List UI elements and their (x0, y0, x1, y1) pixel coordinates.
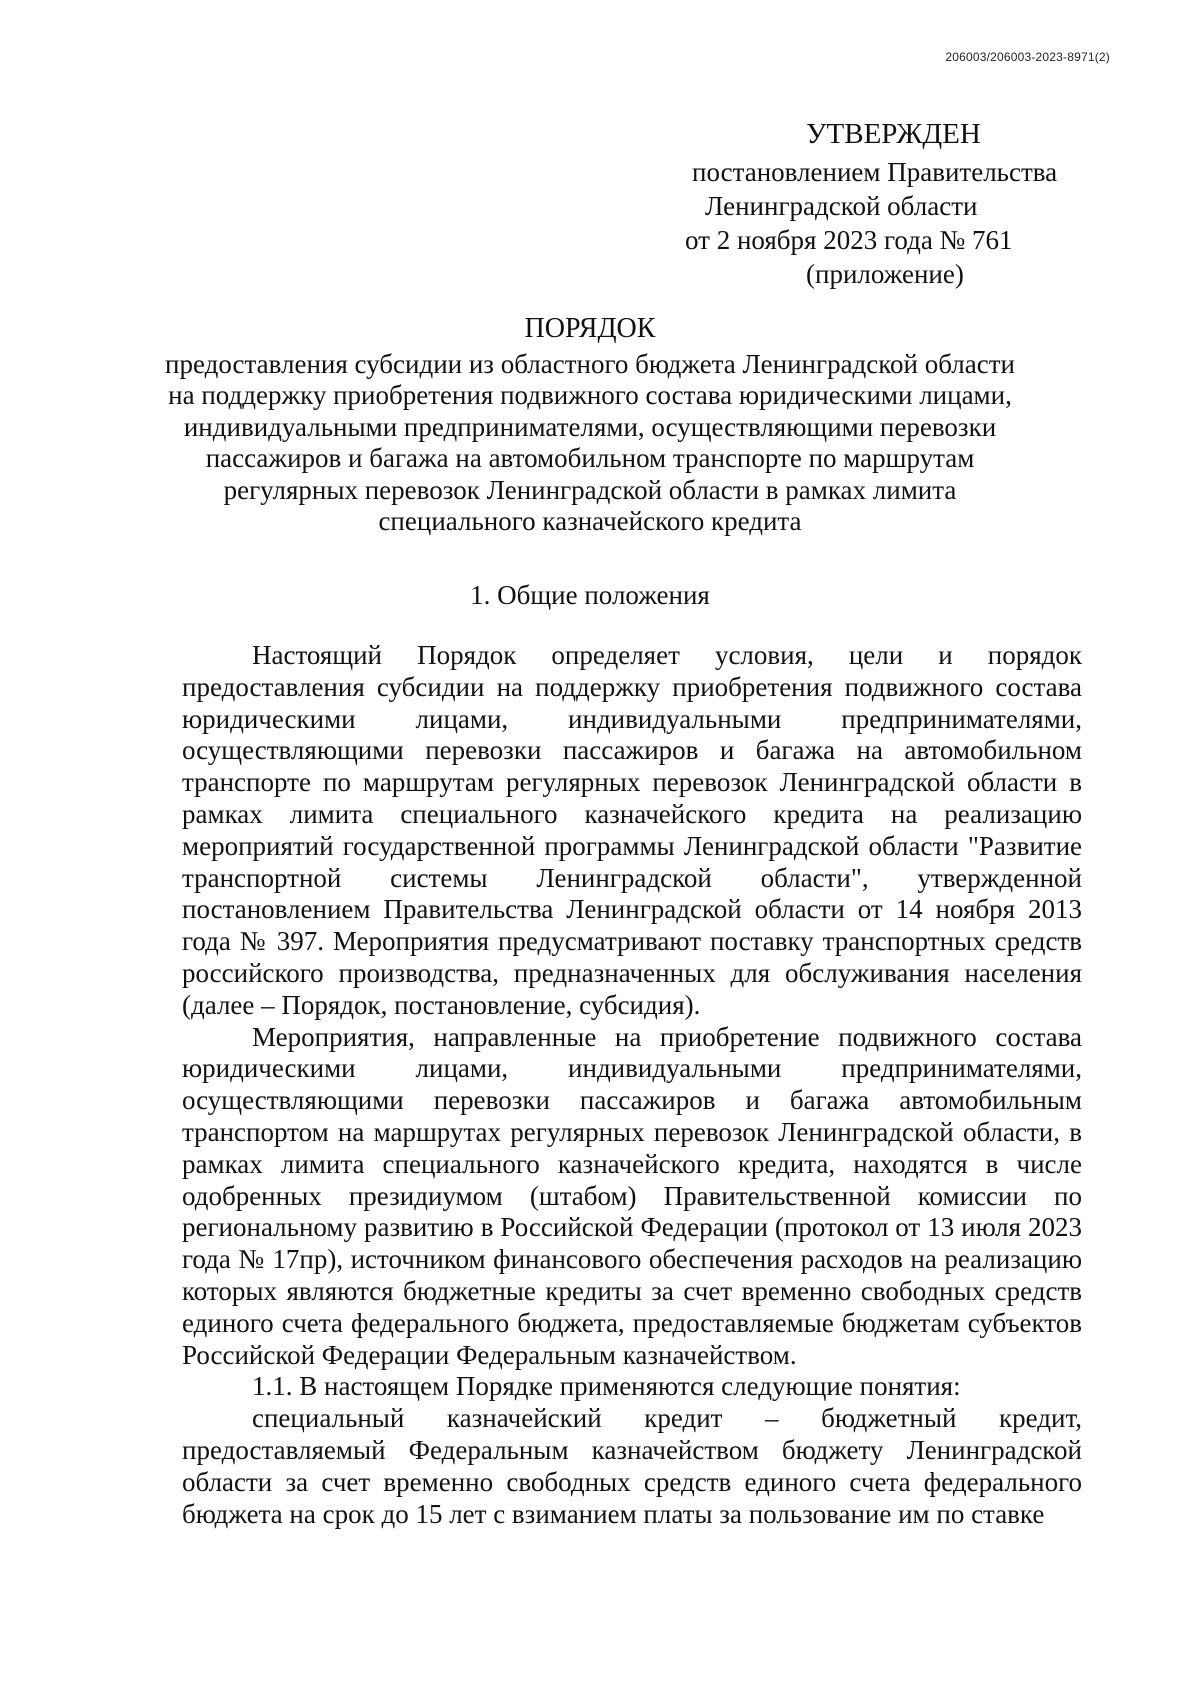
title-main: ПОРЯДОК (524, 313, 656, 344)
document-id: 206003/206003-2023-8971(2) (945, 50, 1110, 64)
title-line: индивидуальными предпринимателями, осуществляющими перевозки (183, 411, 997, 442)
title-line: на поддержку приобретения подвижного состава юридическими лицами, (168, 380, 1012, 410)
paragraph: Настоящий Порядок определяет условия, цели и порядок предоставления субсидии на поддержку приобретения подвижного состава юридическими лицами, индивидуальными предпринимателями, осуществляющими перевозки пассажиров и багажа на автомобильном транспорте по маршрутам регулярных перевозок Ленинградской области в рамках лимита специального казначейского кредита на реализацию мероприятий государственной программы Ленинградской области "Развитие транспортной системы Ленинградской области", утвержденной постановлением Правительства Ленинградской области от 14 ноября 2013 года № 397. Мероприятия предусматривают поставку транспортных средств российского производства, предназначенных для обслуживания населения (далее – Порядок, постановление, субсидия). (182, 640, 1082, 1020)
title-line: специального казначейского кредита (378, 506, 802, 536)
paragraph-definition: специальный казначейский кредит – бюджетный кредит, предоставляемый Федеральным казначейством бюджету Ленинградской области за счет временно свободных средств единого счета федерального бюджета на срок до 15 лет с взиманием платы за пользование им по ставке (182, 1403, 1082, 1529)
approval-title: УТВЕРЖДЕН (806, 118, 981, 150)
approval-line: постановлением Правительства (692, 157, 1058, 187)
paragraph: Мероприятия, направленные на приобретение подвижного состава юридическими лицами, индивидуальными предпринимателями, осуществляющими перевозки пассажиров и багажа автомобильным транспортом на маршрутах регулярных перевозок Ленинградской области, в рамках лимита специального казначейского кредита, находятся в числе одобренных президиумом (штабом) Правительственной комиссии по региональному развитию в Российской Федерации (протокол от 13 июля 2023 года № 17пр), источником финансового обеспечения расходов на реализацию которых являются бюджетные кредиты за счет временно свободных средств единого счета федерального бюджета, предоставляемые бюджетам субъектов Российской Федерации Федеральным казначейством. (182, 1021, 1082, 1370)
section-body (182, 640, 1082, 1530)
section-heading: 1. Общие положения (470, 580, 710, 610)
paragraph-item: 1.1. В настоящем Порядке применяются следующие понятия: (252, 1371, 961, 1402)
document-title (140, 313, 1040, 538)
approval-line: от 2 ноября 2023 года № 761 (685, 225, 1013, 255)
title-line: регулярных перевозок Ленинградской области в рамках лимита (223, 474, 957, 505)
approval-line: Ленинградской области (705, 191, 978, 221)
title-line: пассажиров и багажа на автомобильном транспорте по маршрутам (205, 443, 975, 473)
title-line: предоставления субсидии из областного бюджета Ленинградской области (165, 348, 1015, 379)
approval-line: (приложение) (806, 259, 964, 289)
